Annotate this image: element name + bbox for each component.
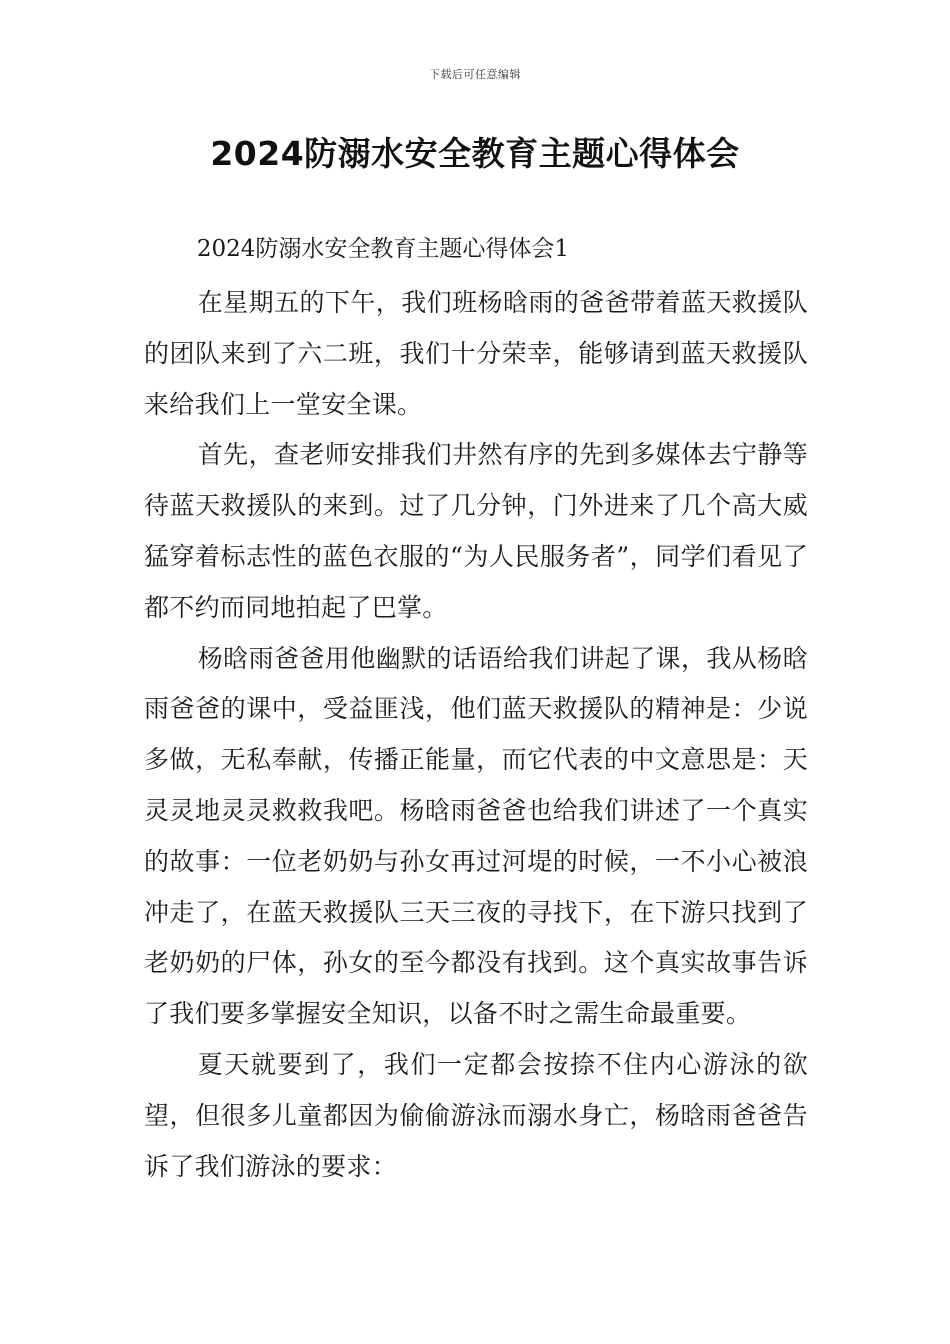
header-note: 下载后可任意编辑 (429, 68, 521, 81)
paragraph: 在星期五的下午，我们班杨晗雨的爸爸带着蓝天救援队的团队来到了六二班，我们十分荣幸，能够请到蓝天救援队来给我们上一堂安全课。 (144, 288, 808, 419)
paragraph: 杨晗雨爸爸用他幽默的话语给我们讲起了课，我从杨晗雨爸爸的课中，受益匪浅，他们蓝天救援队的精神是：少说多做，无私奉献，传播正能量，而它代表的中文意思是：天灵灵地灵灵救救我吧。杨晗雨爸爸也给我们讲述了一个真实的故事：一位老奶奶与孙女再过河堤的时候，一不小心被浪冲走了，在蓝天救援队三天三夜的寻找下，在下游只找到了老奶奶的尸体，孙女的至今都没有找到。这个真实故事告诉了我们要多掌握安全知识，以备不时之需生命最重要。 (144, 643, 808, 1029)
document-title: 2024防溺水安全教育主题心得体会 (210, 134, 740, 173)
paragraph: 夏天就要到了，我们一定都会按捺不住内心游泳的欲望，但很多儿童都因为偷偷游泳而溺水身亡，杨晗雨爸爸告诉了我们游泳的要求： (144, 1049, 808, 1181)
section-subtitle: 2024防溺水安全教育主题心得体会1 (196, 236, 570, 262)
document-body (144, 228, 808, 1192)
paragraph: 首先，查老师安排我们井然有序的先到多媒体去宁静等待蓝天救援队的来到。过了几分钟，门外进来了几个高大威猛穿着标志性的蓝色衣服的“为人民服务者”，同学们看见了都不约而同地拍起了巴掌。 (144, 440, 808, 622)
